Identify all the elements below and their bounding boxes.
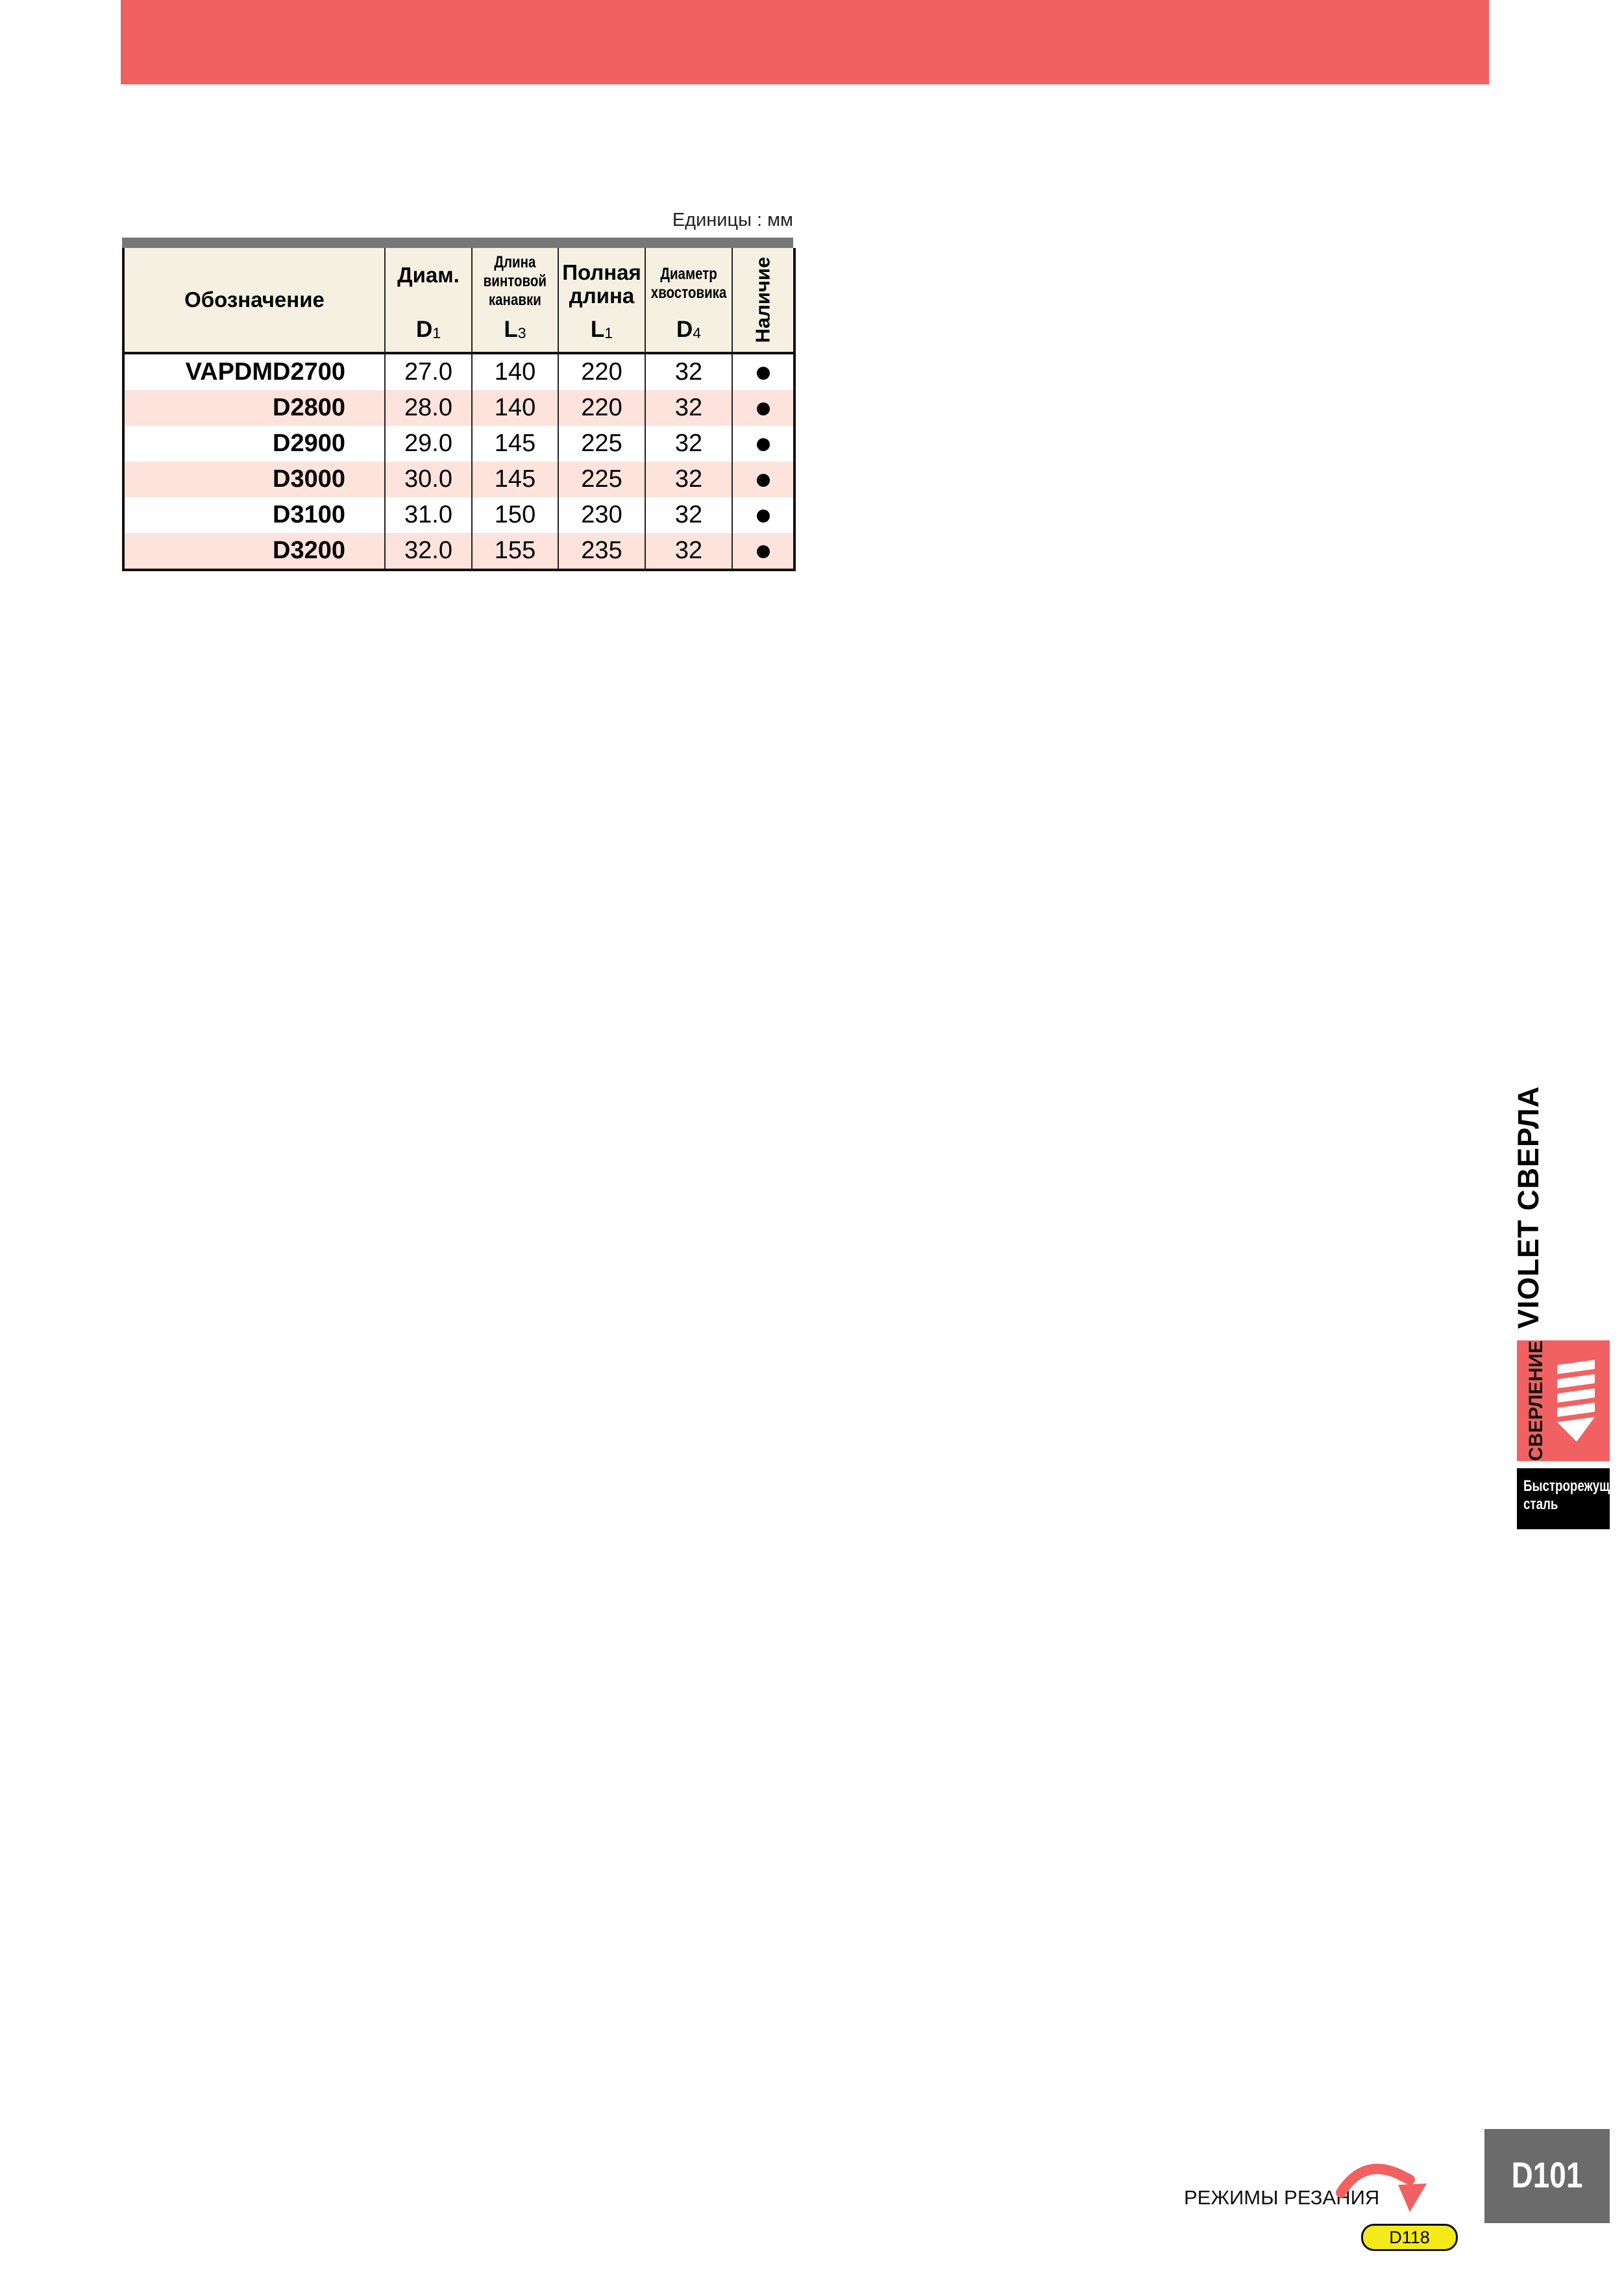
cell-designation: D3000 [123, 462, 385, 497]
cell-availability [732, 462, 794, 497]
cell-availability [732, 533, 794, 570]
in-stock-dot-icon [757, 510, 770, 523]
side-material-tab[interactable] [1517, 1468, 1624, 1529]
top-color-band [121, 0, 1489, 84]
table-row [123, 390, 794, 426]
cell-l3: 145 [472, 426, 558, 462]
header-diameter: Диам. $D_1$ [385, 248, 472, 353]
units-label: Единицы : мм [672, 210, 793, 230]
cell-designation: D2800 [123, 390, 385, 426]
header-availability: Наличие [732, 248, 794, 353]
header-designation: Обозначение [123, 248, 385, 353]
cell-d1: 31.0 [385, 497, 472, 533]
cell-availability [732, 497, 794, 533]
cell-l3: 155 [472, 533, 558, 570]
cell-d1: 30.0 [385, 462, 472, 497]
cell-l3: 150 [472, 497, 558, 533]
cell-designation: VAPDMD2700 [123, 353, 385, 390]
side-section-title: VIOLET СВЕРЛА [1512, 1085, 1545, 1329]
side-category-label: СВЕРЛЕНИЕ [1525, 1340, 1547, 1461]
curved-arrow-icon [1337, 2155, 1434, 2230]
cell-designation: D3200 [123, 533, 385, 570]
page-number-box [1484, 2129, 1610, 2223]
cell-l1: 225 [558, 462, 645, 497]
cell-l3: 145 [472, 462, 558, 497]
cutting-conditions-label: РЕЖИМЫ РЕЗАНИЯ [1184, 2186, 1380, 2209]
cell-designation: D2900 [123, 426, 385, 462]
header-shank-diameter: Диаметр хвостовика $D_4$ [645, 248, 732, 353]
table-row [123, 462, 794, 497]
spec-table [122, 248, 796, 571]
cell-availability [732, 390, 794, 426]
in-stock-dot-icon [757, 367, 770, 380]
cell-l1: 235 [558, 533, 645, 570]
cell-d4: 32 [645, 390, 732, 426]
cell-l1: 230 [558, 497, 645, 533]
cell-d4: 32 [645, 497, 732, 533]
page-reference-link[interactable]: D118 [1361, 2224, 1458, 2251]
page-number: D101 [1511, 2154, 1583, 2195]
cell-l1: 220 [558, 390, 645, 426]
header-overall-length: Полная длина $L_1$ [558, 248, 645, 353]
cell-l1: 220 [558, 353, 645, 390]
table-row [123, 353, 794, 390]
drill-icon [1555, 1360, 1597, 1444]
in-stock-dot-icon [757, 545, 770, 558]
header-flute-length: Длина винтовой канавки $L_3$ [472, 248, 558, 353]
cell-l1: 225 [558, 426, 645, 462]
in-stock-dot-icon [757, 402, 770, 415]
in-stock-dot-icon [757, 438, 770, 451]
table-row [123, 497, 794, 533]
cell-d4: 32 [645, 426, 732, 462]
cell-d1: 32.0 [385, 533, 472, 570]
cell-d1: 29.0 [385, 426, 472, 462]
side-category-tab[interactable] [1517, 1340, 1610, 1461]
material-label-line1: Быстрорежущая [1523, 1477, 1624, 1495]
in-stock-dot-icon [757, 474, 770, 487]
material-label-line2: сталь [1523, 1495, 1558, 1513]
spec-table-container [122, 238, 793, 571]
table-header-row [123, 248, 794, 353]
table-row [123, 533, 794, 570]
cell-d4: 32 [645, 462, 732, 497]
table-top-bar [122, 238, 793, 248]
cell-d4: 32 [645, 533, 732, 570]
cell-d4: 32 [645, 353, 732, 390]
cell-availability [732, 353, 794, 390]
cell-l3: 140 [472, 390, 558, 426]
cell-designation: D3100 [123, 497, 385, 533]
cell-l3: 140 [472, 353, 558, 390]
cell-d1: 28.0 [385, 390, 472, 426]
table-row [123, 426, 794, 462]
cell-d1: 27.0 [385, 353, 472, 390]
cell-availability [732, 426, 794, 462]
